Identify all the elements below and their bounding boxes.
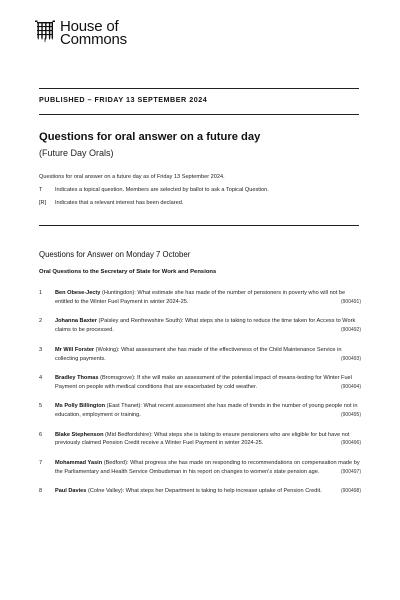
legend-mark: [R]	[39, 200, 47, 206]
question-reference: (900492)	[340, 327, 361, 334]
intro-text: Questions for oral answer on a future day as of Friday 13 September 2024.	[39, 174, 225, 180]
member-name: Paul Davies	[55, 488, 87, 495]
question-item	[39, 487, 361, 496]
legend-mark: T	[39, 187, 43, 193]
member-name: Mr Will Forster	[55, 346, 95, 353]
logo-wordmark	[60, 20, 127, 46]
question-reference: (900496)	[340, 440, 361, 447]
member-name: Mohammad Yasin	[55, 459, 103, 466]
subsection-heading: Oral Questions to the Secretary of State for Work and Pensions	[39, 269, 217, 275]
question-reference: (900491)	[340, 298, 361, 305]
section-heading: Questions for Answer on Monday 7 October	[39, 250, 191, 259]
question-text: If she will make an assessment of the potential impact of means-testing for Winter Fuel Payment on people with medical conditions that are exacerbated by cold weather.	[55, 374, 352, 390]
member-constituency: (East Thanet):	[105, 403, 144, 410]
question-text: What assessment she has made of the effectiveness of the Child Maintenance Service in collecting payments.	[55, 346, 342, 362]
question-list	[39, 289, 361, 496]
member-name: Ben Obese-Jecty	[55, 290, 101, 296]
document-subtitle: (Future Day Orals)	[39, 148, 114, 158]
logo-line-2: Commons	[60, 31, 127, 48]
question-number: 6	[39, 431, 43, 438]
member-name: Bradley Thomas	[55, 374, 99, 381]
question-number: 2	[39, 318, 43, 325]
question-number: 3	[39, 346, 43, 353]
question-item	[39, 317, 361, 335]
question-text: What progress she has made on responding to recommendations on compensation made by the Parliamentary and Health Service Ombudsman in his report on changes to women's state pension age.	[55, 459, 360, 475]
published-date: PUBLISHED – FRIDAY 13 SEPTEMBER 2024	[39, 95, 208, 104]
question-item	[39, 374, 361, 392]
legend-text: Indicates a topical question. Members are selected by ballot to ask a Topical Question.	[55, 187, 269, 193]
member-name: Johanna Baxter	[55, 318, 97, 325]
member-constituency: (Bedford):	[102, 459, 131, 466]
member-constituency: (Mid Bedfordshire):	[103, 431, 155, 438]
question-number: 1	[39, 290, 43, 296]
question-number: 4	[39, 374, 43, 381]
question-reference: (900494)	[340, 383, 361, 390]
member-constituency: (Paisley and Renfrewshire South):	[96, 318, 185, 325]
house-of-commons-logo	[35, 20, 127, 46]
question-number: 8	[39, 488, 43, 495]
question-reference: (900493)	[340, 355, 361, 362]
member-constituency: (Huntingdon):	[100, 290, 138, 296]
question-item	[39, 289, 361, 307]
logo-line-1: House of	[60, 18, 119, 35]
legend-text: Indicates that a relevant interest has been declared.	[55, 200, 184, 206]
divider-published	[39, 114, 359, 115]
member-name: Blake Stephenson	[55, 431, 104, 438]
question-item	[39, 402, 361, 420]
member-constituency: (Woking):	[94, 346, 122, 353]
question-text: What steps she is taking to reduce the time taken for Access to Work claims to be processed.	[55, 318, 356, 334]
question-item	[39, 431, 361, 449]
question-item	[39, 459, 361, 477]
divider-section	[39, 225, 359, 226]
divider-top	[39, 88, 359, 89]
legend-topical	[39, 187, 269, 193]
question-reference: (900497)	[340, 468, 361, 475]
legend-interest	[39, 200, 183, 206]
question-text: What steps her Department is taking to help increase uptake of Pension Credit.	[125, 488, 322, 495]
question-reference: (900495)	[340, 412, 361, 419]
member-constituency: (Bromsgrove):	[98, 374, 138, 381]
question-text: What estimate she has made of the number of pensioners in poverty who will not be entitled to the Winter Fuel Payment in winter 2024-25.	[55, 290, 346, 305]
document-title: Questions for oral answer on a future day	[39, 131, 261, 143]
question-number: 7	[39, 459, 43, 466]
portcullis-icon	[35, 20, 55, 42]
question-reference: (900498)	[340, 488, 361, 495]
question-text: What recent assessment she has made of trends in the number of young people not in education, employment or training.	[55, 403, 358, 419]
member-name: Ms Polly Billington	[55, 403, 106, 410]
member-constituency: (Colne Valley):	[86, 488, 126, 495]
question-number: 5	[39, 403, 43, 410]
question-item	[39, 346, 361, 364]
question-text: What steps she is taking to ensure pensioners who are eligible for but have not previously claimed Pension Credit receive a Winter Fuel Payment in winter 2024-25.	[55, 431, 350, 447]
